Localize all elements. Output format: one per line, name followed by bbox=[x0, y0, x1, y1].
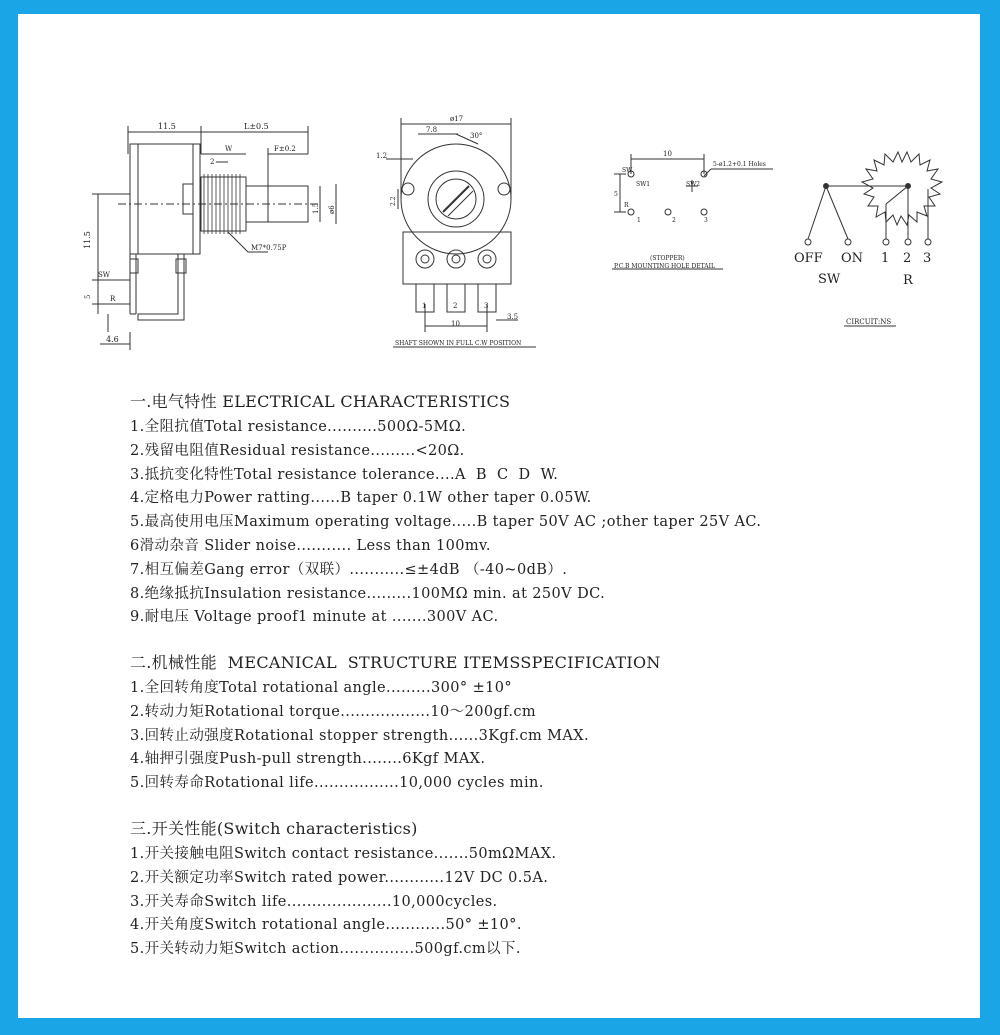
pcb-label-r: R bbox=[624, 202, 629, 209]
mechanical-item: 5.回转寿命Rotational life.................10,000 cycles min. bbox=[130, 775, 544, 792]
circuit-off: OFF bbox=[794, 251, 823, 266]
switch-item: 3.开关寿命Switch life.....................10,000cycles. bbox=[130, 893, 498, 910]
datasheet-page bbox=[18, 14, 980, 1018]
thread-spec: M7*0.75P bbox=[251, 244, 287, 252]
dim-front-angle: 30° bbox=[470, 132, 483, 140]
dim-front-12: 1.2 bbox=[376, 152, 388, 160]
switch-item: 4.开关角度Switch rotational angle............50° ±10°. bbox=[130, 917, 522, 934]
dim-front-78: 7.8 bbox=[426, 126, 438, 134]
dim-side-2: 2 bbox=[210, 158, 215, 166]
circuit-sw: SW bbox=[818, 272, 841, 287]
dim-front-side: 2.2 bbox=[390, 196, 397, 206]
electrical-item: 9.耐电压 Voltage proof1 minute at .......300V AC. bbox=[130, 609, 499, 626]
electrical-item: 3.抵抗变化特性Total resistance tolerance....A B C D W. bbox=[130, 466, 559, 483]
pcb-dim-5: 5 bbox=[614, 191, 618, 198]
circuit-on: ON bbox=[841, 251, 864, 266]
electrical-item: 2.残留电阻值Residual resistance.........<20Ω. bbox=[130, 442, 465, 459]
label-side-r: R bbox=[110, 295, 116, 303]
front-view-caption: SHAFT SHOWN IN FULL C.W POSITION bbox=[395, 340, 522, 347]
circuit-r: R bbox=[903, 273, 913, 288]
pcb-caption-detail: P.C.B MOUNTING HOLE DETAIL bbox=[614, 263, 715, 270]
switch-section bbox=[130, 816, 556, 962]
electrical-item: 4.定格电力Power ratting......B taper 0.1W other taper 0.05W. bbox=[130, 490, 592, 507]
pcb-pin-1: 1 bbox=[637, 217, 641, 224]
dim-side-shaft-1: 1.5 bbox=[312, 202, 320, 214]
electrical-item: 1.全阻抗值Total resistance..........500Ω-5MΩ. bbox=[130, 419, 467, 435]
dim-side-shaft-2: ø6 bbox=[328, 205, 336, 214]
technical-drawings bbox=[18, 14, 980, 384]
label-side-sw: SW bbox=[98, 271, 110, 279]
electrical-item: 8.绝缘抵抗Insulation resistance.........100MΩ min. at 250V DC. bbox=[130, 585, 606, 602]
front-pin-3: 3 bbox=[484, 302, 489, 310]
mechanical-item: 4.轴押引强度Push-pull strength........6Kgf MAX. bbox=[130, 751, 486, 768]
circuit-drawing bbox=[805, 152, 942, 326]
circuit-pin-3: 3 bbox=[923, 251, 932, 266]
electrical-heading: 一.电气特性 ELECTRICAL CHARACTERISTICS bbox=[130, 392, 511, 411]
front-pin-2: 2 bbox=[453, 302, 458, 310]
dim-side-height: 11.5 bbox=[83, 231, 92, 249]
dim-front-10: 10 bbox=[451, 320, 460, 328]
mechanical-item: 3.回转止动强度Rotational stopper strength......3Kgf.cm MAX. bbox=[130, 727, 590, 744]
switch-item: 2.开关额定功率Switch rated power............12V DC 0.5A. bbox=[130, 869, 549, 886]
front-pin-1: 1 bbox=[422, 302, 427, 310]
pcb-hole-drawing bbox=[612, 154, 773, 269]
dim-side-f: F±0.2 bbox=[274, 145, 296, 153]
dim-side-bottom: 4.6 bbox=[106, 335, 119, 344]
pcb-sw1: SW1 bbox=[636, 181, 651, 188]
dim-side-5: 5 bbox=[84, 294, 92, 299]
switch-item: 5.开关转动力矩Switch action...............500gf.cm以下. bbox=[130, 941, 521, 958]
dim-front-35: 3.5 bbox=[507, 313, 519, 321]
pcb-dim-10: 10 bbox=[663, 150, 672, 158]
pcb-pin-3: 3 bbox=[704, 217, 708, 224]
pcb-caption-stopper: (STOPPER) bbox=[650, 255, 685, 262]
electrical-section bbox=[130, 389, 761, 630]
dim-side-top-right: L±0.5 bbox=[244, 122, 269, 131]
pcb-label-sw: SW bbox=[622, 167, 633, 174]
mechanical-section bbox=[130, 650, 661, 796]
mechanical-heading: 二.机械性能 MECANICAL STRUCTURE ITEMSSPECIFICATION bbox=[130, 653, 661, 672]
mechanical-item: 2.转动力矩Rotational torque..................10～200gf.cm bbox=[130, 703, 537, 720]
switch-heading: 三.开关性能(Switch characteristics) bbox=[130, 819, 418, 838]
electrical-item: 5.最高使用电压Maximum operating voltage.....B taper 50V AC ;other taper 25V AC. bbox=[130, 514, 762, 531]
pcb-pin-2: 2 bbox=[672, 217, 676, 224]
pcb-sw2: SW2 bbox=[686, 181, 701, 188]
circuit-caption: CIRCUIT:NS bbox=[846, 318, 892, 326]
electrical-item: 7.相互偏差Gang error（双联）...........≤±4dB （-40~0dB）. bbox=[130, 561, 568, 578]
electrical-item: 6滑动杂音 Slider noise........... Less than 100mv. bbox=[130, 537, 491, 554]
mechanical-item: 1.全回转角度Total rotational angle.........300° ±10° bbox=[130, 680, 513, 696]
circuit-pin-2: 2 bbox=[903, 251, 912, 266]
dim-side-w: W bbox=[225, 145, 233, 153]
circuit-pin-1: 1 bbox=[881, 251, 890, 266]
dim-front-diameter: ø17 bbox=[450, 115, 464, 123]
dim-side-top-left: 11.5 bbox=[158, 122, 176, 131]
switch-item: 1.开关接触电阻Switch contact resistance.......50mΩMAX. bbox=[130, 846, 557, 862]
pcb-holes-spec: 5-ø1.2+0.1 Holes bbox=[713, 161, 766, 168]
